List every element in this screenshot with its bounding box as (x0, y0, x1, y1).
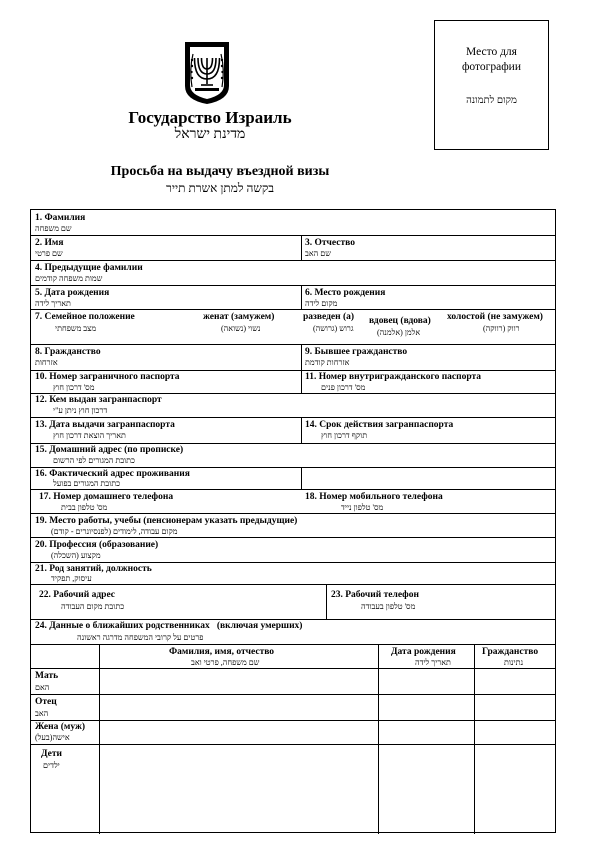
field-label-registered-address: 15. Домашний адрес (по прописке) (35, 445, 184, 455)
field-label-passport-issuer: 12. Кем выдан загранпаспорт (35, 395, 162, 405)
field-label-passport-issue-date: 13. Дата выдачи загранпаспорта (35, 420, 175, 430)
option-widowed-he: אלמן (אלמנה) (377, 328, 421, 337)
field-label-former-citizenship-he: אזרחות קודמת (305, 358, 350, 367)
option-married-he: נשוי (נשואה) (221, 324, 261, 333)
form-title-he: בקשה למתן אשרת תייר (165, 181, 275, 195)
field-label-birth-place: 6. Место рождения (305, 288, 386, 298)
field-label-birth-place-he: מקום לידה (305, 299, 338, 308)
field-label-actual-address: 16. Фактический адрес проживания (35, 469, 190, 479)
relative-spouse-inputs[interactable] (99, 720, 557, 744)
work-address-field[interactable] (31, 584, 326, 619)
field-label-passport-number: 10. Номер заграничного паспорта (35, 372, 180, 382)
internal-passport-field[interactable] (301, 370, 557, 393)
relative-row-father-he: האב (35, 709, 49, 718)
surname-field[interactable] (31, 210, 557, 235)
relative-row-spouse: Жена (муж) (35, 722, 86, 732)
relatives-col-citizenship-he: נתינות (504, 658, 524, 667)
form-title-ru: Просьба на выдачу въездной визы (110, 164, 330, 179)
field-label-internal-passport: 11. Номер внутригражданского паспорта (305, 372, 482, 382)
field-label-occupation-he: עיסוק, תפקיד (51, 574, 92, 583)
relatives-col-dob: Дата рождения (391, 647, 456, 657)
field-label-previous-surnames: 4. Предыдущие фамилии (35, 263, 143, 273)
passport-issue-date-field[interactable] (31, 417, 301, 443)
mobile-phone-field[interactable] (301, 489, 557, 513)
field-label-passport-expiry-he: תוקף דרכון חוץ (321, 431, 368, 440)
relative-children-inputs[interactable] (99, 744, 557, 834)
occupation-field[interactable] (31, 562, 557, 584)
field-label-marital-status: 7. Семейное положение (35, 312, 135, 322)
field-label-mobile-phone-he: מס' טלפון נייד (341, 503, 384, 512)
field-label-first-name: 2. Имя (35, 238, 64, 248)
birth-date-field[interactable] (31, 285, 301, 309)
field-label-citizenship-he: אזרחות (35, 358, 58, 367)
state-emblem-icon (181, 40, 233, 106)
field-label-passport-expiry: 14. Срок действия загранпаспорта (305, 420, 454, 430)
field-label-profession: 20. Профессия (образование) (35, 540, 159, 550)
field-label-workplace-he: מקום עבודה, לימודים (לפנסיונרים - קודם) (51, 527, 178, 536)
birth-place-field[interactable] (301, 285, 557, 309)
home-phone-field[interactable] (31, 489, 301, 513)
field-label-mobile-phone: 18. Номер мобильного телефона (305, 492, 443, 502)
registered-address-field[interactable] (31, 443, 557, 467)
field-label-previous-surnames-he: שמות משפחה קודמים (35, 274, 103, 283)
photo-label-ru: Место для фотографии (461, 46, 521, 73)
field-label-passport-issuer-he: דרכון חוץ ניתן ע"י (53, 406, 108, 415)
field-label-patronymic: 3. Отчество (305, 238, 355, 248)
passport-issuer-field[interactable] (31, 393, 557, 417)
field-label-actual-address-he: כתובת המגורים בפועל (53, 479, 120, 488)
work-phone-field[interactable] (326, 584, 557, 619)
visa-application-form (30, 209, 556, 833)
citizenship-field[interactable] (31, 344, 301, 370)
field-label-profession-he: מקצוע (השכלה) (51, 551, 101, 560)
field-label-marital-status-he: מצב משפחתי (55, 324, 97, 333)
field-label-passport-issue-date-he: תאריך הוצאת דרכון חוץ (53, 431, 126, 440)
state-title-he: מדינת ישראל (174, 127, 246, 142)
relative-row-spouse-he: אישה(בעל) (35, 733, 70, 742)
relative-father-inputs[interactable] (99, 694, 557, 720)
photo-label-he: מקום לתמונה (466, 95, 517, 106)
field-label-birth-date: 5. Дата рождения (35, 288, 110, 298)
option-married[interactable]: женат (замужем) (203, 312, 275, 322)
passport-expiry-field[interactable] (301, 417, 557, 443)
relative-row-children-he: ילדים (43, 761, 60, 770)
relatives-col-dob-he: תאריך לידה (415, 658, 451, 667)
field-label-home-phone: 17. Номер домашнего телефона (39, 492, 174, 502)
option-divorced[interactable]: разведен (а) (303, 312, 355, 322)
relative-mother-inputs[interactable] (99, 668, 557, 694)
profession-field[interactable] (31, 537, 557, 562)
field-label-workplace: 19. Место работы, учебы (пенсионерам указать предыдущие) (35, 516, 298, 526)
field-label-citizenship: 8. Гражданство (35, 347, 101, 357)
actual-address-field[interactable] (31, 467, 557, 489)
field-label-work-address-he: כתובת מקום העבודה (61, 602, 125, 611)
field-label-birth-date-he: תאריך לידה (35, 299, 71, 308)
field-label-surname: 1. Фамилия (35, 213, 86, 223)
field-label-relatives: 24. Данные о ближайших родственниках (включая умерших) (35, 621, 303, 631)
relative-row-father: Отец (35, 697, 57, 707)
relatives-col-name-he: שם משפחה, פרטי ואב (191, 658, 260, 667)
field-label-occupation: 21. Род занятий, должность (35, 564, 152, 574)
former-citizenship-field[interactable] (301, 344, 557, 370)
option-single[interactable]: холостой (не замужем) (447, 312, 543, 322)
field-label-patronymic-he: שם האב (305, 249, 331, 258)
field-label-passport-number-he: מס' דרכון חוץ (53, 383, 95, 392)
field-label-relatives-he: פרטים על קרובי המשפחה מדרגה ראשונה (77, 633, 204, 642)
option-single-he: רווק (רווקה) (483, 324, 520, 333)
relative-row-mother-he: האם (35, 683, 50, 692)
passport-number-field[interactable] (31, 370, 301, 393)
previous-surnames-field[interactable] (31, 260, 557, 285)
option-divorced-he: גרוש (גרושה) (313, 324, 354, 333)
field-label-surname-he: שם משפחה (35, 224, 72, 233)
option-widowed[interactable]: вдовец (вдова) (369, 316, 431, 326)
field-label-internal-passport-he: מס' דרכון פנים (321, 383, 366, 392)
patronymic-field[interactable] (301, 235, 557, 260)
workplace-field[interactable] (31, 513, 557, 537)
relatives-col-citizenship: Гражданство (482, 647, 539, 657)
field-label-registered-address-he: כתובת המגורים לפי הרשום (53, 456, 135, 465)
field-label-home-phone-he: מס' טלפון בבית (61, 503, 108, 512)
state-title-ru: Государство Израиль (128, 108, 292, 127)
relatives-col-name: Фамилия, имя, отчество (169, 647, 275, 657)
field-label-work-phone: 23. Рабочий телефон (331, 590, 419, 600)
relative-row-mother: Мать (35, 671, 59, 681)
first-name-field[interactable] (31, 235, 301, 260)
field-label-work-address: 22. Рабочий адрес (39, 590, 115, 600)
field-label-work-phone-he: מס' טלפון בעבודה (361, 602, 416, 611)
field-label-former-citizenship: 9. Бывшее гражданство (305, 347, 408, 357)
relative-row-children: Дети (41, 749, 63, 759)
photo-placeholder[interactable] (434, 20, 549, 150)
field-label-first-name-he: שם פרטי (35, 249, 63, 258)
